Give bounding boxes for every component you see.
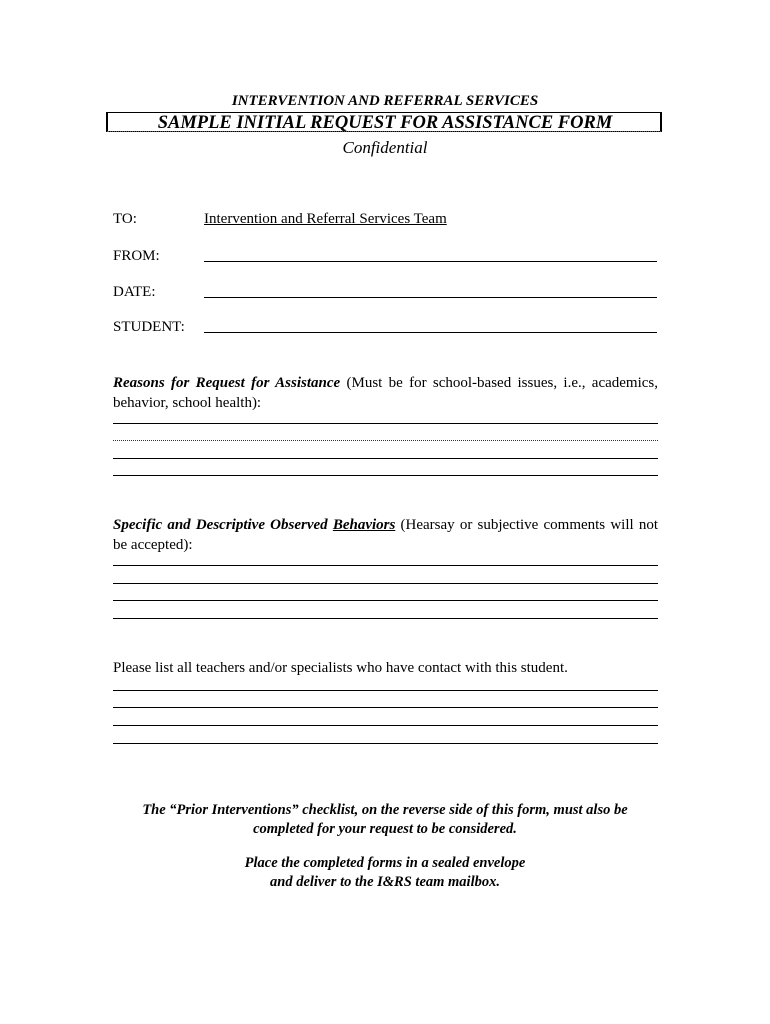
behaviors-heading: Specific and Descriptive Observed [113,517,333,533]
teachers-line-2[interactable] [113,707,658,708]
reasons-line-1[interactable] [113,423,658,424]
teachers-line-4[interactable] [113,743,658,744]
form-title: SAMPLE INITIAL REQUEST FOR ASSISTANCE FORM [157,113,613,133]
reasons-line-4[interactable] [113,475,658,476]
teachers-line-1[interactable] [113,690,658,691]
date-field[interactable] [204,297,657,298]
reasons-heading: Reasons for Request for Assistance [113,375,341,391]
reasons-paragraph [113,373,658,413]
to-label: TO: [113,211,137,227]
behaviors-heading-underlined: Behaviors [332,517,396,533]
to-value: Intervention and Referral Services Team [204,211,447,227]
student-field[interactable] [204,332,657,333]
student-label: STUDENT: [113,319,185,335]
behaviors-text: (Hearsay or subjective comments will not be accepted): [113,517,659,553]
teachers-line-3[interactable] [113,725,658,726]
behaviors-line-2[interactable] [113,583,658,584]
reasons-line-3[interactable] [113,458,658,459]
reasons-line-2[interactable] [113,440,658,441]
confidential-label: Confidential [342,138,428,157]
reasons-text: (Must be for school-based issues, i.e., academics, behavior, school health): [113,375,658,411]
footer-line-4: and deliver to the I&RS team mailbox. [270,874,500,890]
behaviors-paragraph [113,515,658,555]
teachers-paragraph: Please list all teachers and/or specialists who have contact with this student. [113,660,568,676]
from-field[interactable] [204,261,657,262]
footer-line-2: completed for your request to be considered. [253,821,517,837]
behaviors-line-4[interactable] [113,618,658,619]
program-heading: INTERVENTION AND REFERRAL SERVICES [231,93,539,109]
from-label: FROM: [113,248,160,264]
footer-line-1: The “Prior Interventions” checklist, on the reverse side of this form, must also be [142,802,628,818]
behaviors-line-1[interactable] [113,565,658,566]
footer-line-3: Place the completed forms in a sealed envelope [244,855,526,871]
date-label: DATE: [113,284,156,300]
behaviors-line-3[interactable] [113,600,658,601]
